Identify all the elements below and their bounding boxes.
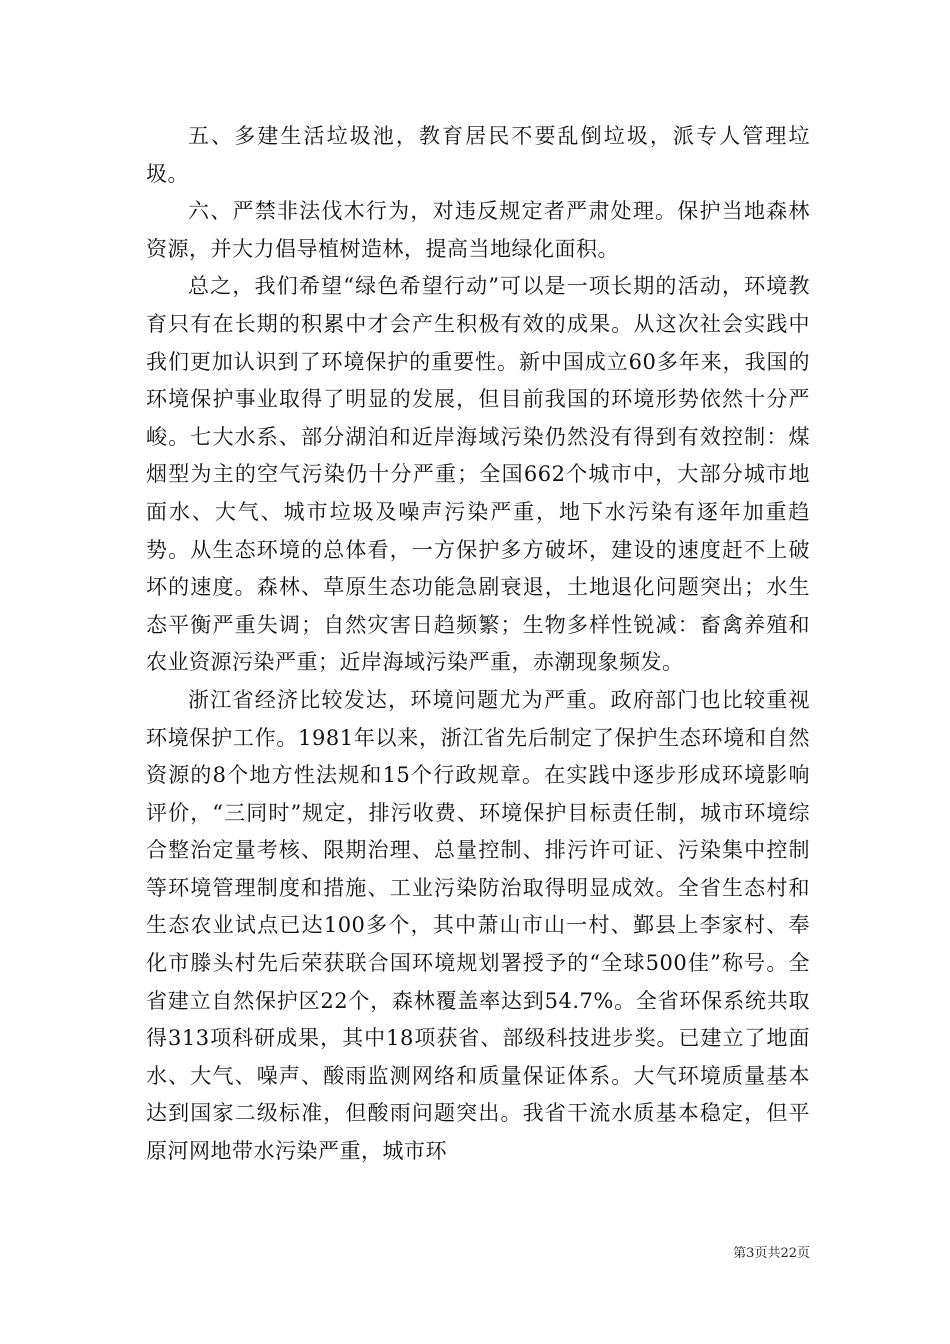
document-body	[146, 118, 810, 1171]
paragraph-conclusion: 总之，我们希望“绿色希望行动”可以是一项长期的活动，环境教育只有在长期的积累中才会产生积极有效的成果。从这次社会实践中我们更加认识到了环境保护的重要性。新中国成立60多年来，我国的环境保护事业取得了明显的发展，但目前我国的环境形势依然十分严峻。七大水系、部分湖泊和近岸海域污染仍然没有得到有效控制：煤烟型为主的空气污染仍十分严重；全国662个城市中，大部分城市地面水、大气、城市垃圾及噪声污染严重，地下水污染有逐年加重趋势。从生态环境的总体看，一方保护多方破坏，建设的速度赶不上破坏的速度。森林、草原生态功能急剧衰退，土地退化问题突出；水生态平衡严重失调；自然灾害日趋频繁；生物多样性锐减：畜禽养殖和农业资源污染严重；近岸海域污染严重，赤潮现象频发。	[146, 274, 810, 675]
paragraph-item-6: 六、严禁非法伐木行为，对违反规定者严肃处理。保护当地森林资源，并大力倡导植树造林，提高当地绿化面积。	[146, 199, 810, 261]
paragraph-item-5: 五、多建生活垃圾池，教育居民不要乱倒垃圾，派专人管理垃圾。	[146, 124, 810, 186]
page-number: 第3页共22页	[733, 1246, 810, 1261]
paragraph-zhejiang: 浙江省经济比较发达，环境问题尤为严重。政府部门也比较重视环境保护工作。1981年以来，浙江省先后制定了保护生态环境和自然资源的8个地方性法规和15个行政规章。在实践中逐步形成环境影响评价，“三同时”规定，排污收费、环境保护目标责任制，城市环境综合整治定量考核、限期治理、总量控制、排污许可证、污染集中控制等环境管理制度和措施、工业污染防治取得明显成效。全省生态村和生态农业试点已达100多个，其中萧山市山一村、鄞县上李家村、奉化市滕头村先后荣获联合国环境规划署授予的“全球500佳”称号。全省建立自然保护区22个，森林覆盖率达到54.7%。全省环保系统共取得313项科研成果，其中18项获省、部级科技进步奖。已建立了地面水、大气、噪声、酸雨监测网络和质量保证体系。大气环境质量基本达到国家二级标准，但酸雨问题突出。我省干流水质基本稳定，但平原河网地带水污染严重，城市环	[146, 687, 810, 1164]
